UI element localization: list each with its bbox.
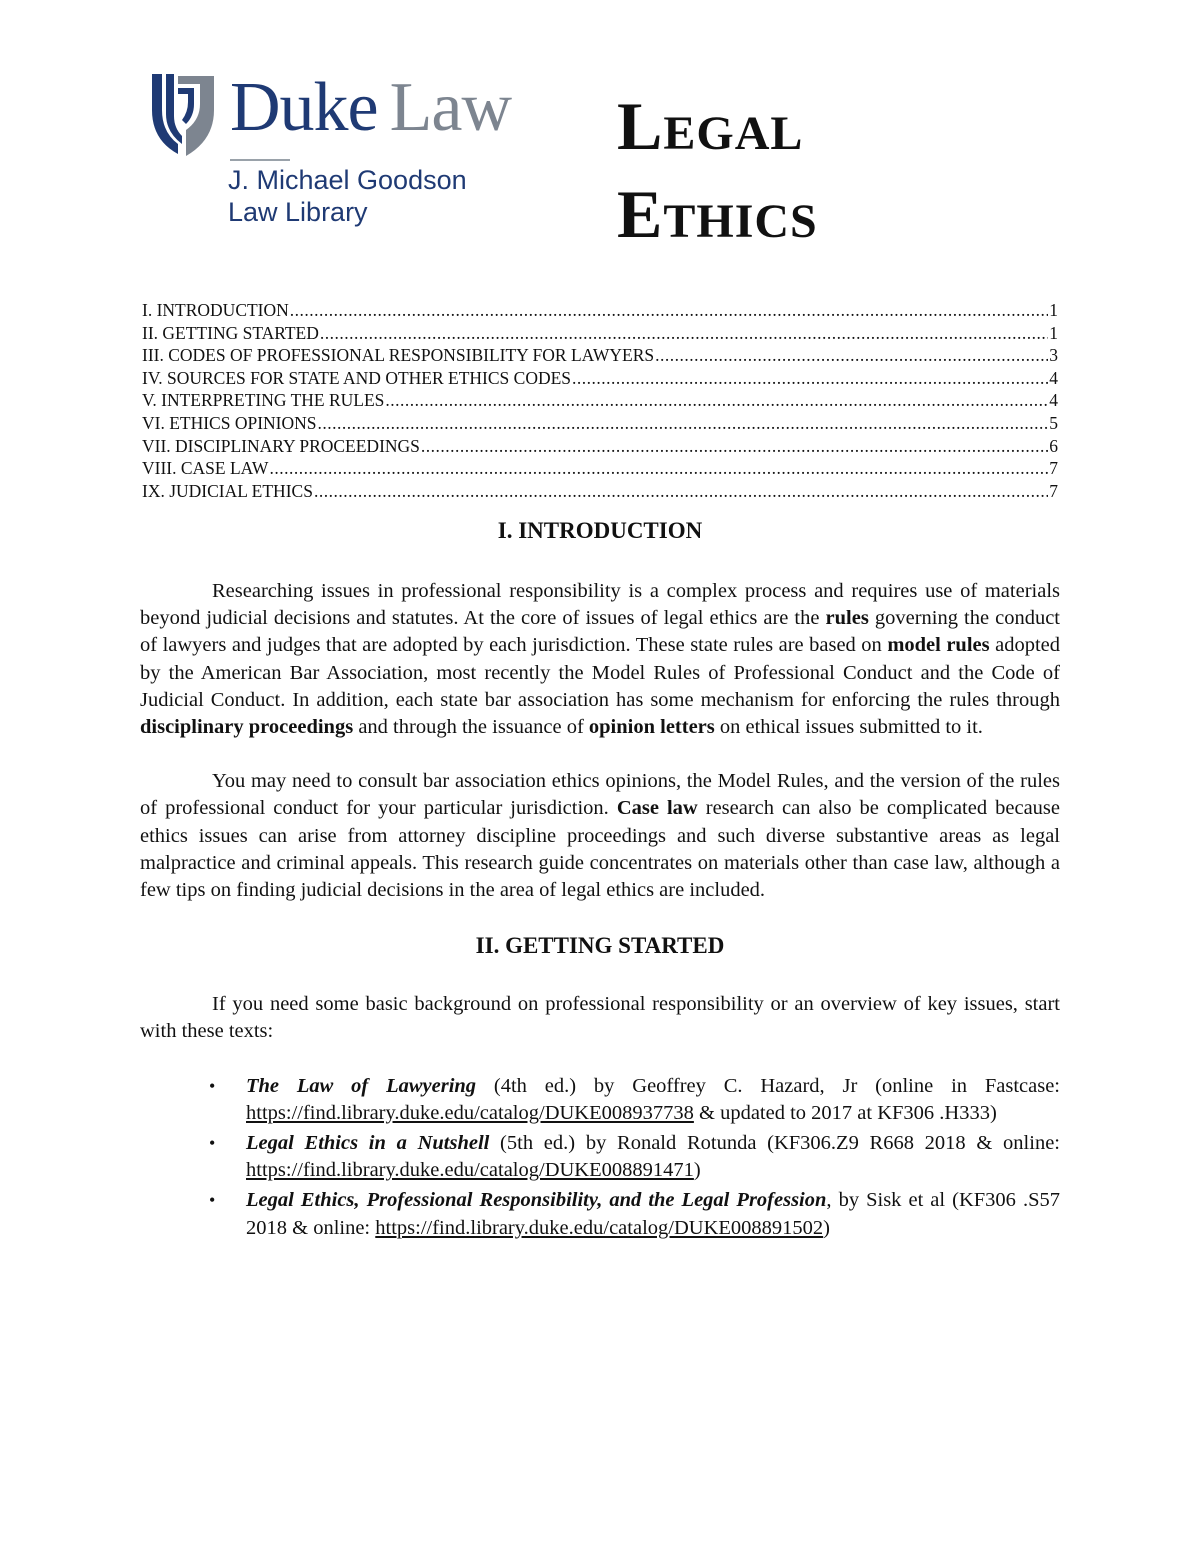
toc-entry[interactable] bbox=[142, 344, 1058, 367]
catalog-link[interactable]: https://find.library.duke.edu/catalog/DUKE008891471 bbox=[246, 1159, 694, 1182]
toc-entry-label[interactable]: IX. JUDICIAL ETHICS bbox=[142, 480, 313, 501]
duke-law-wordmark bbox=[230, 66, 511, 150]
document-body bbox=[140, 514, 1060, 1242]
recommended-texts-list bbox=[140, 1073, 1060, 1242]
book-title: Legal Ethics in a Nutshell bbox=[246, 1132, 490, 1155]
toc-leader bbox=[290, 299, 1048, 322]
toc-entry-label[interactable]: II. GETTING STARTED bbox=[142, 322, 319, 343]
intro-paragraph-2 bbox=[140, 768, 1060, 904]
toc-entry-page: 7 bbox=[1049, 458, 1058, 479]
toc-entry-label[interactable]: V. INTERPRETING THE RULES bbox=[142, 390, 385, 411]
toc-entry-label[interactable]: I. INTRODUCTION bbox=[142, 300, 289, 320]
toc-entry[interactable] bbox=[142, 389, 1058, 412]
toc-entry-page: 1 bbox=[1049, 300, 1058, 320]
text-run: You may need to consult bar association ethics opinions, the Model Rules, and the version of the rules of professional conduct for your particular jurisdiction. bbox=[140, 770, 1060, 820]
toc-leader bbox=[572, 367, 1048, 390]
bold-term: Case law bbox=[616, 797, 698, 820]
toc-entry[interactable] bbox=[142, 322, 1058, 345]
text-run: Researching issues in professional responsibility is a complex process and requires use of materials beyond judicial decisions and statutes. At the core of issues of legal ethics are the bbox=[140, 580, 1060, 630]
text-run: on ethical issues submitted to it. bbox=[714, 716, 983, 739]
toc-entry-page: 5 bbox=[1049, 412, 1058, 433]
toc-entry-label[interactable]: IV. SOURCES FOR STATE AND OTHER ETHICS CODES bbox=[142, 367, 572, 388]
wordmark-law: Law bbox=[389, 69, 512, 146]
toc-entry-label[interactable]: III. CODES OF PROFESSIONAL RESPONSIBILITY FOR LAWYERS bbox=[142, 345, 655, 366]
toc-leader bbox=[320, 322, 1048, 345]
toc-leader bbox=[655, 344, 1048, 367]
getting-started-intro: If you need some basic background on professional responsibility or an overview of key issues, start with these texts: bbox=[140, 993, 1060, 1043]
toc-leader bbox=[385, 389, 1048, 412]
library-name bbox=[228, 164, 467, 228]
document-title bbox=[617, 82, 818, 258]
toc-entry-page: 6 bbox=[1049, 435, 1058, 456]
text-run: (4th ed.) by Geoffrey C. Hazard, Jr (online in Fastcase: bbox=[476, 1074, 1061, 1097]
toc-entry-label[interactable]: VII. DISCIPLINARY PROCEEDINGS bbox=[142, 435, 420, 456]
list-item bbox=[140, 1073, 1060, 1127]
book-title: The Law of Lawyering bbox=[246, 1074, 477, 1097]
list-item bbox=[140, 1130, 1060, 1184]
text-run: (5th ed.) by Ronald Rotunda (KF306.Z9 R668 2018 & online: bbox=[489, 1132, 1060, 1155]
title-line2: Ethics bbox=[617, 176, 818, 252]
duke-law-logo bbox=[148, 66, 538, 231]
toc-entry[interactable] bbox=[142, 412, 1058, 435]
bold-term: opinion letters bbox=[588, 716, 715, 739]
toc-entry[interactable] bbox=[142, 480, 1058, 503]
bullet-icon: • bbox=[209, 1075, 216, 1096]
toc-entry-label[interactable]: VIII. CASE LAW bbox=[142, 458, 269, 479]
toc-entry-page: 1 bbox=[1049, 322, 1058, 343]
book-title: Legal Ethics, Professional Responsibility, and the Legal Profession bbox=[246, 1189, 827, 1212]
toc-entry[interactable] bbox=[142, 457, 1058, 480]
section-heading-getting-started: II. GETTING STARTED bbox=[475, 933, 725, 959]
text-run: adopted by the American Bar Association, most recently the Model Rules of Professional Conduct and the Code of Judicial Conduct. In addition, each state bar association has some mechanism for enforcing the rules through bbox=[140, 634, 1060, 711]
toc-entry-page: 3 bbox=[1049, 345, 1058, 366]
logo-divider bbox=[230, 159, 290, 161]
text-run: , by Sisk et al (KF306 .S57 2018 & online: bbox=[246, 1189, 1060, 1239]
duke-shield-icon bbox=[148, 70, 218, 158]
wordmark-duke: Duke bbox=[230, 69, 378, 146]
toc-entry[interactable] bbox=[142, 367, 1058, 390]
toc-entry-page: 4 bbox=[1049, 390, 1058, 411]
library-name-line1: J. Michael Goodson bbox=[228, 165, 467, 195]
list-item bbox=[140, 1187, 1060, 1241]
bold-term: model rules bbox=[887, 634, 990, 657]
toc-leader bbox=[421, 435, 1048, 458]
text-run: and through the issuance of bbox=[353, 716, 589, 739]
intro-paragraph-1 bbox=[140, 578, 1060, 741]
toc-leader bbox=[314, 480, 1048, 503]
text-run: & updated to 2017 at KF306 .H333) bbox=[693, 1101, 997, 1124]
catalog-link[interactable]: https://find.library.duke.edu/catalog/DUKE008891502 bbox=[375, 1216, 824, 1239]
library-name-line2: Law Library bbox=[228, 197, 368, 227]
text-run: research can also be complicated because ethics issues can arise from attorney discipline proceedings and such diverse substantive areas as legal malpractice and criminal appeals. This research guide concentrates on materials other than case law, although a few tips on finding judicial decisions in the area of legal ethics are included. bbox=[140, 797, 1060, 902]
bullet-icon: • bbox=[209, 1190, 216, 1211]
bold-term: rules bbox=[825, 607, 869, 630]
table-of-contents bbox=[142, 299, 1058, 502]
text-run: ) bbox=[693, 1159, 701, 1182]
bullet-icon: • bbox=[209, 1133, 216, 1154]
toc-entry-page: 4 bbox=[1049, 367, 1058, 388]
toc-entry[interactable] bbox=[142, 299, 1058, 322]
title-line1: Legal bbox=[617, 88, 804, 164]
bold-term: disciplinary proceedings bbox=[140, 716, 354, 739]
toc-leader bbox=[318, 412, 1049, 435]
toc-leader bbox=[269, 457, 1048, 480]
text-run: governing the conduct of lawyers and judges that are adopted by each jurisdiction. These state rules are based on bbox=[140, 607, 1060, 657]
toc-entry-page: 7 bbox=[1049, 480, 1058, 501]
section-heading-introduction: I. INTRODUCTION bbox=[497, 518, 703, 543]
text-run: ) bbox=[823, 1216, 830, 1239]
toc-entry-label[interactable]: VI. ETHICS OPINIONS bbox=[142, 412, 317, 433]
catalog-link[interactable]: https://find.library.duke.edu/catalog/DUKE008937738 bbox=[246, 1101, 694, 1124]
toc-entry[interactable] bbox=[142, 435, 1058, 458]
